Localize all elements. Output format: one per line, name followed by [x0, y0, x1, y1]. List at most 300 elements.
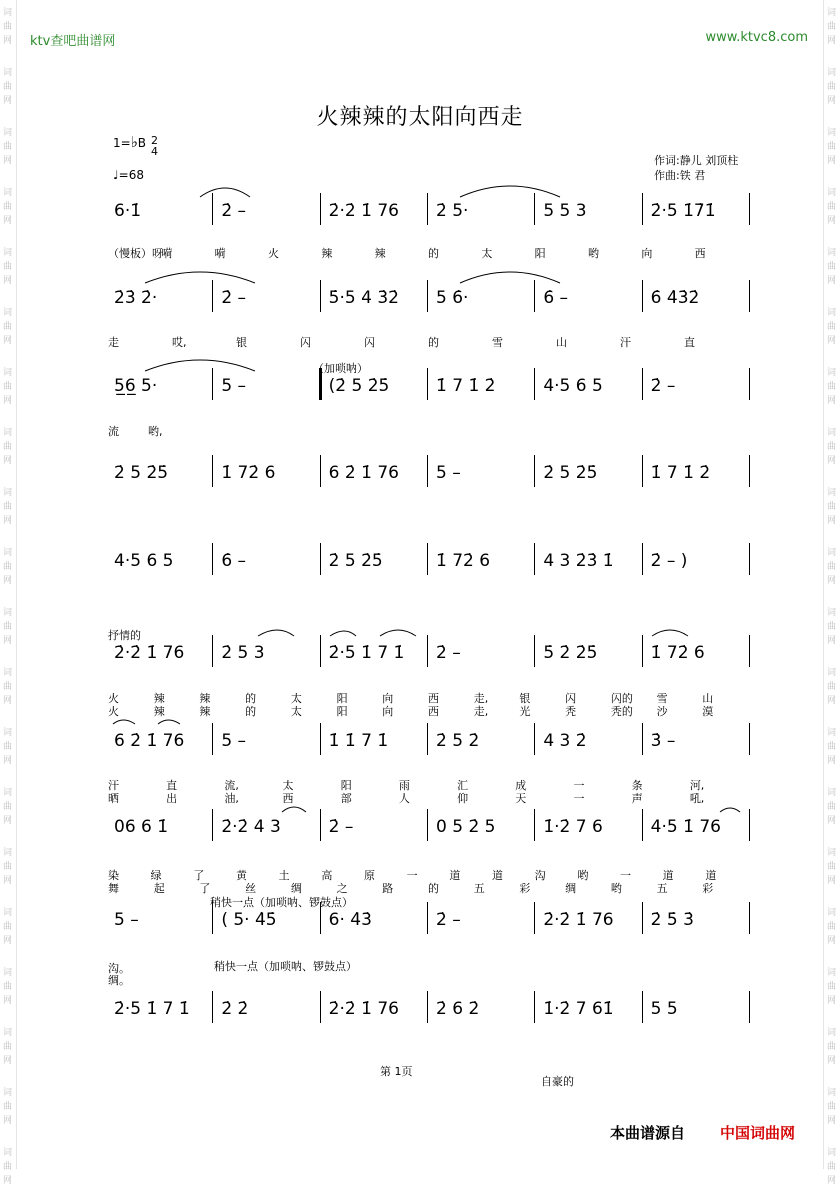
lyric-syllable: 舞	[108, 882, 119, 895]
note-group: 5 5	[650, 999, 678, 1019]
watermark-char: 网	[827, 216, 837, 226]
note-group: 2̇ –	[436, 910, 461, 930]
lyric-syllable: 汗	[620, 336, 631, 349]
lyric-syllable: 向	[382, 692, 394, 705]
note-group: 5̇ 2̇ 2̇5̇	[543, 643, 598, 663]
note-group: 5 5 3	[543, 201, 587, 221]
lyric-syllable: 原	[364, 869, 375, 882]
watermark-char: 词	[827, 908, 837, 918]
lyric-syllable: 路	[382, 882, 394, 895]
note-group: 2̇ –	[436, 643, 461, 663]
note-group: 2̇ 6 2̇	[436, 999, 480, 1019]
lyric-syllable: 起	[153, 882, 165, 895]
note-group: 2̇ –	[221, 288, 247, 308]
watermark-char: 曲	[827, 82, 837, 92]
lyric-syllable: 部	[340, 792, 352, 805]
note-group: 2̇·5 1̇ 7 1̇	[328, 643, 405, 663]
watermark-char: 曲	[827, 442, 837, 452]
lyric-syllable: 流	[108, 425, 119, 438]
watermark-char: 词	[3, 728, 13, 738]
watermark-char: 词	[3, 968, 13, 978]
lyric-syllable: 辣	[321, 247, 333, 260]
lyric-syllable: 沟。	[108, 962, 130, 975]
note-group: 1̇ 72̇ 6	[436, 551, 491, 571]
watermark-char: 网	[827, 156, 837, 166]
watermark-char: 词	[3, 1088, 13, 1098]
lyric-syllable: 火	[268, 247, 279, 260]
note-group: 6·1̇	[114, 201, 142, 221]
lyric-syllable: 五	[656, 882, 668, 895]
watermark-char: 曲	[3, 202, 13, 212]
watermark-char: 词	[3, 1028, 13, 1038]
note-group: 2̇3̇ 2̇·	[114, 288, 158, 308]
watermark-char: 词	[827, 788, 837, 798]
lyric-syllable: 火	[108, 705, 119, 718]
suona-mark: （加唢呐）	[313, 362, 368, 375]
note-group: 1̇ 72̇ 6	[650, 643, 705, 663]
watermark-char: 曲	[3, 982, 13, 992]
key-prefix: 1=	[113, 136, 131, 150]
watermark-char: 网	[827, 636, 837, 646]
lyric-syllable: 闪	[565, 692, 577, 705]
lyric-syllable: 流,	[224, 779, 239, 792]
watermark-char: 词	[3, 608, 13, 618]
lyric-syllable: 吼,	[689, 792, 705, 805]
watermark-char: 网	[3, 456, 13, 466]
watermark-char: 网	[3, 756, 13, 766]
lyric-syllable: 银	[236, 336, 247, 349]
watermark-char: 网	[827, 876, 837, 886]
watermark-char: 曲	[827, 862, 837, 872]
lyric-syllable: 光	[519, 705, 531, 718]
lyric-syllable: 漠	[702, 705, 714, 718]
lyric-syllable: 道	[492, 869, 503, 882]
watermark-char: 词	[3, 128, 13, 138]
lyric-syllable: 沙	[656, 705, 668, 718]
watermark-char: 网	[827, 816, 837, 826]
watermark-char: 曲	[827, 742, 837, 752]
watermark-char: 词	[3, 788, 13, 798]
lyric-syllable: 闪的	[610, 692, 633, 705]
note-group: 6 2̇ 1̇ 76	[114, 731, 185, 751]
lyric-syllable: 直	[684, 336, 695, 349]
note-group: 5̇·5 4 3̇2̇	[328, 288, 399, 308]
watermark-char: 网	[3, 636, 13, 646]
lyric-syllable: 太	[290, 705, 302, 718]
watermark-char: 网	[3, 336, 13, 346]
watermark-char: 词	[827, 368, 837, 378]
lyric-syllable: 太	[290, 692, 302, 705]
watermark-char: 词	[827, 308, 837, 318]
watermark-char: 曲	[3, 682, 13, 692]
lyric-syllable: 向	[382, 705, 394, 718]
note-group: 2̇·2̇ 1̇ 76	[114, 643, 185, 663]
lyric-syllable: 雪	[656, 692, 668, 705]
lyric-syllable: 了	[199, 882, 211, 895]
watermark-char: 曲	[827, 1042, 837, 1052]
watermark-char: 曲	[3, 442, 13, 452]
note-group: 5 6̇·	[436, 288, 469, 308]
lyric-syllable: 染	[108, 869, 119, 882]
watermark-char: 曲	[3, 502, 13, 512]
lyric-syllable: 阳	[336, 705, 348, 718]
note-group: ( 5· 4̇5̇	[221, 910, 277, 930]
lyric-syllable: 的	[245, 692, 257, 705]
watermark-char: 词	[827, 968, 837, 978]
lyric-syllable: 沟	[534, 869, 546, 882]
lyric-syllable: 阳	[336, 692, 348, 705]
lyric-syllable: 一	[620, 869, 631, 882]
lyric-syllable: 的	[428, 882, 439, 895]
lyric-syllable: 绿	[150, 869, 162, 882]
quarter-note-icon: ♩	[113, 168, 119, 182]
watermark-char: 词	[3, 548, 13, 558]
watermark-char: 词	[3, 8, 13, 18]
note-group: 5̲6̲ 5·	[114, 376, 158, 396]
watermark-char: 曲	[3, 262, 13, 272]
note-group: 4·5 6 5	[114, 551, 174, 571]
lyric-syllable: 走	[108, 336, 119, 349]
watermark-char: 曲	[3, 22, 13, 32]
composer-credit: 作曲:铁 君	[654, 169, 706, 182]
source-site-link[interactable]: 中国词曲网	[720, 1124, 796, 1142]
watermark-char: 词	[3, 368, 13, 378]
lyric-syllable: 一	[573, 792, 585, 805]
lyric-syllable: 辣	[153, 692, 165, 705]
key-tonic: B	[137, 136, 147, 150]
watermark-char: 曲	[827, 22, 837, 32]
watermark-char: 曲	[3, 1102, 13, 1112]
lyric-syllable: 成	[515, 779, 527, 792]
watermark-char: 网	[3, 36, 13, 46]
watermark-char: 词	[827, 488, 837, 498]
lyric-syllable: 声	[631, 792, 643, 805]
note-group: 5 –	[436, 463, 461, 483]
watermark-char: 网	[3, 696, 13, 706]
expression-mark: 抒情的	[108, 629, 141, 642]
tempo-value: =68	[118, 168, 144, 182]
flat-symbol: ♭	[130, 133, 138, 151]
lyric-syllable: 西	[694, 247, 706, 260]
lyric-syllable: 丝	[245, 882, 257, 895]
note-group: 5 –	[221, 376, 247, 396]
lyric-syllable: 走,	[473, 692, 489, 705]
watermark-char: 词	[3, 428, 13, 438]
note-group: 2̇ –	[328, 817, 354, 837]
watermark-char: 网	[827, 396, 837, 406]
watermark-char: 曲	[3, 742, 13, 752]
lyric-syllable: 太	[481, 247, 493, 260]
watermark-char: 词	[827, 188, 837, 198]
lyric-syllable: 彩	[702, 882, 714, 895]
watermark-char: 网	[3, 996, 13, 1006]
lyric-syllable: 银	[519, 692, 531, 705]
watermark-char: 曲	[827, 1102, 837, 1112]
note-group: 6 2̇ 1̇ 76	[328, 463, 399, 483]
watermark-char: 曲	[827, 802, 837, 812]
lyric-syllable: 火	[108, 692, 119, 705]
watermark-char: 词	[827, 248, 837, 258]
watermark-char: 网	[3, 1116, 13, 1126]
lyricist-credit: 作词:静儿 刘顶柱	[654, 154, 739, 167]
watermark-char: 曲	[3, 142, 13, 152]
watermark-char: 曲	[3, 622, 13, 632]
watermark-char: 词	[3, 1148, 13, 1158]
lyric-syllable: 土	[278, 869, 290, 882]
lyric-syllable: 辣	[374, 247, 386, 260]
watermark-char: 曲	[3, 862, 13, 872]
watermark-char: 词	[827, 1148, 837, 1158]
note-group: 2̇ 5·	[436, 201, 469, 221]
lyric-syllable: 出	[166, 792, 178, 805]
lyric-syllable: 绸。	[108, 974, 130, 987]
lyric-syllable: 秃	[565, 705, 577, 718]
lyric-syllable: 一	[573, 779, 585, 792]
watermark-char: 网	[827, 336, 837, 346]
note-group: 2̇ –	[221, 201, 247, 221]
note-group: 6̇ –	[543, 288, 569, 308]
lyric-syllable: 绸	[565, 882, 577, 895]
note-group: 2̇ 5 2̇5̇	[543, 463, 598, 483]
lyric-syllable: 闪	[364, 336, 375, 349]
lyric-syllable: 阳	[340, 779, 352, 792]
note-group: 1̇ 1̇ 7 1̇	[328, 731, 389, 751]
lyric-syllable: 之	[336, 882, 348, 895]
watermark-char: 词	[827, 1088, 837, 1098]
watermark-char: 曲	[827, 562, 837, 572]
lyric-syllable: 向	[641, 247, 653, 260]
lyric-syllable: 汗	[108, 779, 119, 792]
time-unit: 4	[151, 145, 158, 158]
watermark-char: 曲	[827, 1162, 837, 1172]
lyric-syllable: 辣	[153, 705, 165, 718]
watermark-char: 曲	[827, 202, 837, 212]
watermark-char: 网	[3, 156, 13, 166]
watermark-char: 曲	[827, 682, 837, 692]
lyric-syllable: 秃的	[610, 705, 633, 718]
lyric-syllable: 的	[428, 247, 439, 260]
lyric-syllable: 直	[166, 779, 178, 792]
faster-mark-bottom: 稍快一点（加唢呐、锣鼓点）	[214, 960, 357, 973]
watermark-char: 网	[3, 936, 13, 946]
header-site-name[interactable]: ktv查吧曲谱网	[30, 34, 116, 49]
watermark-char: 网	[3, 516, 13, 526]
lyric-syllable: 哟,	[148, 425, 163, 438]
watermark-char: 词	[827, 728, 837, 738]
watermark-char: 网	[827, 516, 837, 526]
watermark-char: 网	[3, 576, 13, 586]
note-group: 2̇·2̇ 1̇ 76	[328, 999, 399, 1019]
watermark-char: 词	[827, 128, 837, 138]
note-group: 1̇·2̇ 7 6	[543, 817, 603, 837]
source-label: 本曲谱源自	[610, 1124, 686, 1142]
note-group: 5 –	[114, 910, 139, 930]
lyric-syllable: 哟	[577, 869, 589, 882]
note-group: 2̇ 5 3	[221, 643, 265, 663]
note-group: 3̇ –	[650, 731, 676, 751]
watermark-char: 词	[827, 1028, 837, 1038]
lyric-syllable: 哟	[610, 882, 622, 895]
watermark-char: 曲	[3, 922, 13, 932]
note-group: 1̇ 7 1̇ 2̇	[436, 376, 496, 396]
watermark-char: 网	[3, 876, 13, 886]
note-group: 6̇ 4̇3̇2̇	[650, 288, 700, 308]
watermark-char: 词	[3, 488, 13, 498]
faster-mark-top: 稍快一点（加唢呐、锣鼓点）	[210, 896, 353, 909]
watermark-char: 词	[827, 8, 837, 18]
watermark-char: 曲	[827, 922, 837, 932]
lyric-syllable: 绸	[290, 882, 302, 895]
watermark-char: 词	[827, 548, 837, 558]
watermark-char: 曲	[3, 1162, 13, 1172]
note-group: 2̇·2̇ 4 3	[221, 817, 281, 837]
lyric-syllable: 油,	[224, 792, 239, 805]
lyric-syllable: 天	[515, 792, 527, 805]
lyric-syllable: 黄	[236, 869, 247, 882]
note-group: 2̇·2̇ 1̇ 76	[328, 201, 399, 221]
lyric-syllable: 的	[428, 336, 439, 349]
lyric-syllable: 嗬	[214, 247, 226, 260]
watermark-char: 网	[827, 456, 837, 466]
lyric-syllable: 辣	[199, 705, 211, 718]
watermark-char: 网	[827, 96, 837, 106]
watermark-char: 网	[827, 276, 837, 286]
note-group: 6· 4̇3̇	[328, 910, 372, 930]
note-group: 2̇·5 1̇ 7 1̇	[114, 999, 190, 1019]
watermark-char: 曲	[3, 1042, 13, 1052]
watermark-char: 网	[827, 996, 837, 1006]
note-group: 2̇ 5̇ 3̇	[650, 910, 694, 930]
watermark-char: 曲	[3, 802, 13, 812]
watermark-char: 网	[827, 36, 837, 46]
note-group: 2̇·5 1̇7̇1̇	[650, 201, 716, 221]
note-group: 6̇ –	[221, 551, 247, 571]
watermark-char: 词	[827, 848, 837, 858]
lyric-syllable: 哎,	[172, 336, 187, 349]
note-group: 5 –	[221, 731, 247, 751]
note-group: 4 3 2̇3̇ 1̇	[543, 551, 614, 571]
watermark-char: 曲	[827, 382, 837, 392]
watermark-char: 网	[827, 696, 837, 706]
note-group: 1̇ 7 1̇ 2̇	[650, 463, 711, 483]
watermark-char: 词	[827, 668, 837, 678]
watermark-char: 曲	[827, 622, 837, 632]
watermark-char: 词	[3, 248, 13, 258]
lyric-syllable: （慢板）呀	[108, 247, 163, 260]
footer-expression: 自豪的	[541, 1075, 574, 1088]
note-group: 2̇ 5 2̇5̇	[114, 463, 169, 483]
lyric-syllable: 西	[282, 792, 294, 805]
note-group: 1̇·2̇ 7 61̇	[543, 999, 614, 1019]
watermark-char: 网	[827, 1056, 837, 1066]
lyric-syllable: 阳	[534, 247, 546, 260]
watermark-char: 网	[3, 396, 13, 406]
note-group: 2̇ –	[650, 376, 676, 396]
watermark-char: 词	[3, 68, 13, 78]
lyric-syllable: 的	[245, 705, 257, 718]
watermark-char: 网	[3, 216, 13, 226]
watermark-char: 词	[3, 848, 13, 858]
note-group: 0 5 2̇ 5	[436, 817, 496, 837]
lyric-syllable: 雪	[492, 336, 503, 349]
lyric-syllable: 太	[282, 779, 294, 792]
note-group: 06 6 1̇	[114, 817, 169, 837]
watermark-char: 曲	[827, 262, 837, 272]
watermark-char: 词	[3, 308, 13, 318]
watermark-char: 曲	[827, 322, 837, 332]
note-group: 2̇ 2̇	[221, 999, 249, 1019]
header-site-url[interactable]: www.ktvc8.com	[705, 30, 808, 45]
watermark-char: 曲	[827, 142, 837, 152]
watermark-char: 网	[827, 936, 837, 946]
note-group: 4 3 2̇	[543, 731, 587, 751]
lyric-syllable: 嗬	[161, 247, 173, 260]
lyric-syllable: 雨	[398, 779, 410, 792]
lyric-syllable: 哟	[588, 247, 599, 260]
note-group: 1̇ 72̇ 6	[221, 463, 276, 483]
lyric-syllable: 一	[406, 869, 418, 882]
watermark-char: 词	[827, 608, 837, 618]
lyric-syllable: 高	[321, 869, 333, 882]
watermark-char: 曲	[3, 382, 13, 392]
watermark-char: 网	[827, 756, 837, 766]
watermark-char: 曲	[3, 82, 13, 92]
lyric-syllable: 西	[428, 705, 439, 718]
watermark-char: 曲	[3, 562, 13, 572]
page-number: 第 1页	[380, 1065, 413, 1078]
lyric-syllable: 道	[662, 869, 674, 882]
watermark-char: 曲	[3, 322, 13, 332]
watermark-char: 网	[827, 1176, 837, 1186]
lyric-syllable: 汇	[457, 779, 469, 792]
time-beats: 2	[151, 134, 158, 147]
lyric-syllable: 仰	[457, 792, 469, 805]
watermark-char: 曲	[827, 982, 837, 992]
watermark-char: 词	[3, 668, 13, 678]
watermark-char: 网	[827, 576, 837, 586]
lyric-syllable: 山	[556, 336, 567, 349]
lyric-syllable: 条	[631, 779, 643, 792]
lyric-syllable: 走,	[473, 705, 489, 718]
lyric-syllable: 彩	[519, 882, 531, 895]
watermark-char: 网	[3, 816, 13, 826]
watermark-char: 网	[3, 276, 13, 286]
watermark-char: 词	[827, 68, 837, 78]
song-title: 火辣辣的太阳向西走	[316, 105, 524, 130]
lyric-syllable: 道	[449, 869, 461, 882]
lyric-syllable: 西	[428, 692, 439, 705]
watermark-char: 网	[827, 1116, 837, 1126]
watermark-char: 词	[3, 188, 13, 198]
lyric-syllable: 山	[702, 692, 714, 705]
watermark-char: 词	[827, 428, 837, 438]
note-group: 4·5 6 5	[543, 376, 603, 396]
watermark-char: 网	[3, 96, 13, 106]
watermark-char: 网	[3, 1056, 13, 1066]
lyric-syllable: 人	[398, 792, 410, 805]
lyric-syllable: 五	[473, 882, 485, 895]
note-group: 4·5 1̇ 76	[650, 817, 721, 837]
note-group: (2̇ 5 2̇5̇	[328, 376, 390, 396]
note-group: 2̇·2̇ 1̇ 76	[543, 910, 614, 930]
lyric-syllable: 河,	[689, 779, 705, 792]
watermark-char: 词	[3, 908, 13, 918]
lyric-syllable: 闪	[300, 336, 311, 349]
lyric-syllable: 辣	[199, 692, 211, 705]
watermark-char: 网	[3, 1176, 13, 1186]
note-group: 2̇ – )	[650, 551, 688, 571]
watermark-char: 曲	[827, 502, 837, 512]
